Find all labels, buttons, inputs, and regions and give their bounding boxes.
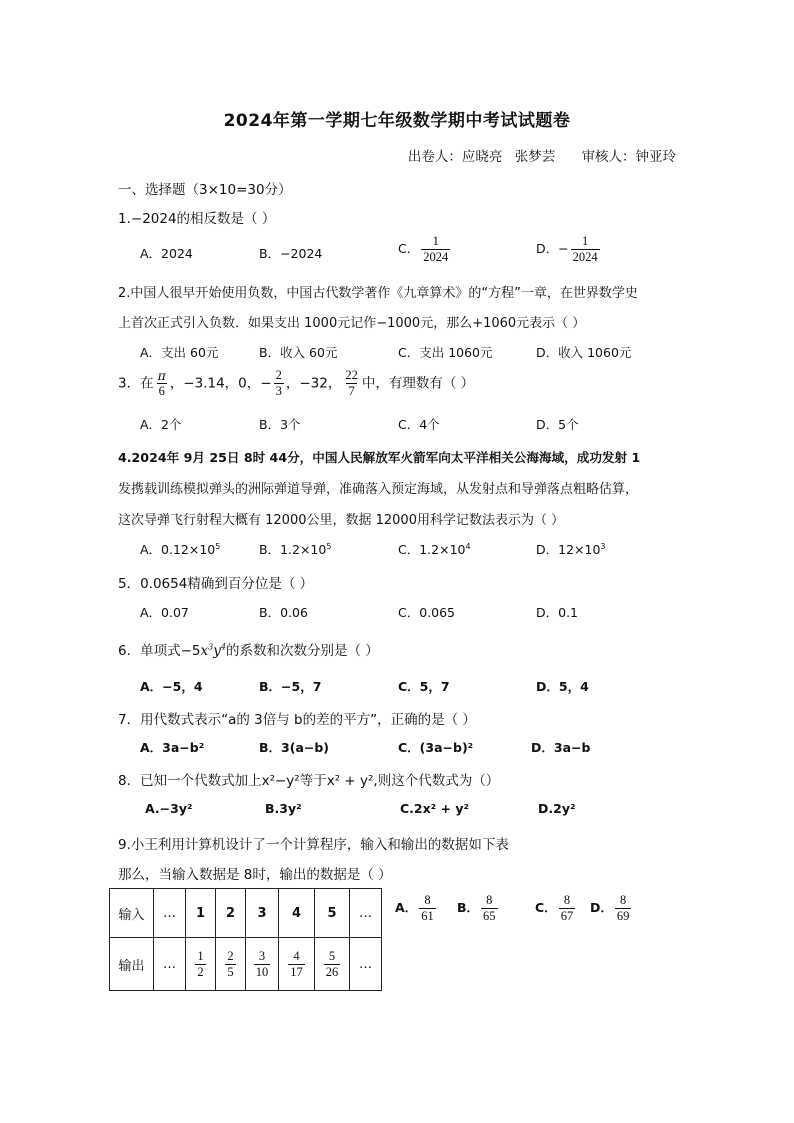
- q1-option-c: [398, 234, 452, 265]
- q1-option-d-fraction: [571, 234, 600, 265]
- question-2-line-2: 上首次正式引入负数．如果支出 1000元记作−1000元，那么+1060元表示（ ）: [118, 316, 586, 331]
- table-cell: [279, 938, 315, 991]
- table-cell-ellipsis: …: [154, 889, 186, 938]
- q6-option-c: C．5，7: [398, 679, 450, 694]
- page-title: 2024年第一学期七年级数学期中考试试题卷: [223, 111, 571, 131]
- fraction-numerator: 2: [227, 948, 234, 963]
- q1-option-d-prefix: D．−: [536, 241, 569, 256]
- q9-option-b-fraction: [481, 893, 498, 924]
- output-fraction: [288, 949, 305, 980]
- fraction-denominator: 10: [255, 964, 269, 979]
- q9-option-a-prefix: A．: [395, 900, 418, 915]
- output-fraction: [195, 949, 205, 980]
- q8-option-a: A.−3y²: [145, 801, 193, 816]
- output-fraction: [324, 949, 341, 980]
- fraction-denominator: 26: [325, 964, 339, 979]
- q1-option-d: [536, 234, 602, 265]
- q8-option-b: B.3y²: [265, 801, 302, 816]
- question-9-line-1: 9.小王利用计算机设计了一个计算程序，输入和输出的数据如下表: [118, 837, 509, 853]
- q1-option-b: B．−2024: [259, 246, 323, 261]
- fraction-denominator: 7: [348, 384, 355, 398]
- fraction-denominator: 3: [275, 384, 282, 398]
- question-9-line-2: 那么，当输入数据是 8时，输出的数据是（ ）: [118, 867, 392, 883]
- q2-option-b: B．收入 60元: [259, 345, 338, 360]
- q3-option-d: D．5个: [536, 417, 579, 432]
- fraction-numerator: 8: [424, 893, 431, 907]
- fraction-denominator: 61: [421, 909, 434, 923]
- fraction-numerator: π: [157, 368, 166, 383]
- table-row-input: [110, 889, 382, 938]
- output-fraction: [225, 949, 235, 980]
- fraction-numerator: 3: [258, 948, 266, 963]
- fraction-numerator: 8: [563, 893, 571, 907]
- question-8-stem: 8．已知一个代数式加上x²−y²等于x² + y²,则这个代数式为（）: [118, 773, 500, 789]
- fraction-denominator: 67: [560, 909, 574, 923]
- table-cell-ellipsis: …: [350, 889, 382, 938]
- table-cell: 3: [246, 889, 279, 938]
- q3-option-a: A．2个: [140, 417, 182, 432]
- question-5-stem: 5．0.0654精确到百分位是（ ）: [118, 576, 314, 592]
- q1-option-c-fraction: [421, 234, 450, 265]
- question-7-stem: 7．用代数式表示“a的 3倍与 b的差的平方”，正确的是（ ）: [118, 712, 476, 728]
- section-heading: 一、选择题（3×10=30分）: [118, 182, 292, 198]
- fraction-numerator: 4: [293, 948, 300, 963]
- table-cell-input-label: 输入: [110, 889, 154, 938]
- question-2-line-1: 2.中国人很早开始使用负数，中国古代数学著作《九章算术》的“方程”一章，在世界数学史: [118, 286, 638, 301]
- q9-option-c-prefix: C．: [535, 900, 557, 915]
- q6-option-d: D．5，4: [536, 679, 589, 694]
- fraction-numerator: 8: [620, 893, 627, 907]
- q6-option-b: B．−5，7: [259, 679, 322, 694]
- q9-option-b-prefix: B．: [457, 900, 480, 915]
- table-cell-ellipsis: …: [154, 938, 186, 991]
- question-4-line-2: 发携载训练模拟弹头的洲际弹道导弹，准确落入预定海域，从发射点和导弹落点粗略估算，: [118, 482, 639, 497]
- q4-option-d: [536, 540, 606, 558]
- fraction-numerator: 8: [486, 893, 493, 907]
- authors-line: [408, 145, 676, 165]
- fraction-denominator: 69: [616, 909, 630, 923]
- fraction-denominator: 6: [158, 384, 165, 398]
- q3-pi-fraction: [156, 368, 168, 399]
- table-cell: [216, 938, 246, 991]
- q7-option-c: C．(3a−b)²: [398, 740, 474, 755]
- fraction-denominator: 2: [197, 964, 204, 979]
- fraction-denominator: 2024: [572, 250, 598, 264]
- q3-fraction-2: [274, 368, 284, 399]
- q4-option-d-text: D．12×10: [536, 542, 601, 557]
- q9-option-c: [535, 893, 577, 924]
- table-cell: 2: [216, 889, 246, 938]
- table-cell: [315, 938, 350, 991]
- q3-prefix: 3．在: [118, 375, 154, 392]
- q6-monomial: $x^3y^4$: [200, 642, 226, 659]
- question-3-stem: [118, 368, 474, 399]
- exponent: 5: [215, 541, 221, 551]
- q9-option-c-fraction: [559, 893, 576, 924]
- q7-option-d: D．3a−b: [531, 740, 591, 755]
- table-cell-ellipsis: …: [350, 938, 382, 991]
- fraction-numerator: 2: [275, 368, 282, 382]
- reviewer-label: 审核人：钟亚玲: [581, 149, 676, 165]
- q7-option-a: A．3a−b²: [140, 740, 205, 755]
- table-cell: 1: [186, 889, 216, 938]
- question-1-stem: 1.−2024的相反数是（ ）: [118, 211, 276, 227]
- q5-option-c: C．0.065: [398, 605, 456, 620]
- q5-option-a: A．0.07: [140, 605, 189, 620]
- input-output-table: [109, 888, 382, 991]
- q9-option-d: [590, 893, 633, 924]
- fraction-denominator: 17: [290, 964, 303, 979]
- q3-suffix: 中，有理数有（ ）: [361, 375, 475, 392]
- exponent: 3: [600, 541, 606, 551]
- q2-option-a: A．支出 60元: [140, 345, 219, 360]
- fraction-numerator: 5: [328, 948, 336, 963]
- table-cell: 4: [279, 889, 315, 938]
- q3-mid-1: ，−3.14，0，−: [169, 375, 272, 392]
- q9-option-b: [457, 893, 500, 924]
- question-4-line-1: 4.2024年 9月 25日 8时 44分，中国人民解放军火箭军向太平洋相关公海海域，成功发射 1: [118, 450, 641, 465]
- q3-mid-2: ，−32，: [285, 375, 342, 392]
- q6-stem-post: 的系数和次数分别是（ ）: [225, 643, 379, 659]
- fraction-denominator: 2024: [423, 250, 449, 264]
- output-fraction: [254, 949, 271, 980]
- fraction-numerator: 1: [197, 948, 204, 963]
- table-row-output: [110, 938, 382, 991]
- setter-label: 出卷人：应晓亮: [407, 149, 503, 165]
- q3-fraction-3: [343, 368, 360, 399]
- q3-option-c: C．4个: [398, 417, 440, 432]
- fraction-denominator: 5: [227, 964, 234, 979]
- q5-option-d: D．0.1: [536, 605, 579, 620]
- table-cell: 5: [315, 889, 350, 938]
- q3-option-b: B．3个: [259, 417, 301, 432]
- q2-option-c: C．支出 1060元: [398, 345, 493, 360]
- exponent: 5: [326, 541, 332, 551]
- table-cell: [246, 938, 279, 991]
- q8-option-d: D.2y²: [538, 801, 576, 816]
- q9-option-d-fraction: [615, 893, 632, 924]
- q6-stem-pre: 6．单项式−5: [118, 643, 201, 659]
- q4-option-a: [140, 540, 220, 558]
- table-cell-output-label: 输出: [110, 938, 154, 991]
- q4-option-a-text: A．0.12×10: [140, 542, 216, 557]
- question-6-stem: [118, 639, 379, 659]
- fraction-numerator: 1: [432, 234, 439, 248]
- fraction-numerator: 22: [345, 368, 358, 382]
- q7-option-b: B．3(a−b): [259, 740, 330, 755]
- fraction-denominator: 65: [483, 909, 496, 923]
- q9-option-d-prefix: D．: [590, 900, 613, 915]
- q2-option-d: D．收入 1060元: [536, 345, 632, 360]
- question-4-line-3: 这次导弹飞行射程大概有 12000公里，数据 12000用科学记数法表示为（ ）: [118, 513, 565, 528]
- q9-option-a-fraction: [419, 893, 436, 924]
- q4-option-b: [259, 540, 331, 558]
- q4-option-b-text: B．1.2×10: [259, 542, 327, 557]
- q1-option-c-prefix: C．: [398, 241, 420, 256]
- q4-option-c: [398, 540, 471, 558]
- q6-option-a: A．−5，4: [140, 679, 203, 694]
- q9-option-a: [395, 893, 438, 924]
- fraction-numerator: 1: [581, 234, 589, 248]
- q8-option-c: C.2x² + y²: [400, 801, 469, 816]
- setter2-name: 张梦芸: [514, 149, 556, 165]
- q1-option-a: A．2024: [140, 246, 193, 261]
- q4-option-c-text: C．1.2×10: [398, 542, 466, 557]
- table-cell: [186, 938, 216, 991]
- exponent: 4: [465, 541, 471, 551]
- q5-option-b: B．0.06: [259, 605, 308, 620]
